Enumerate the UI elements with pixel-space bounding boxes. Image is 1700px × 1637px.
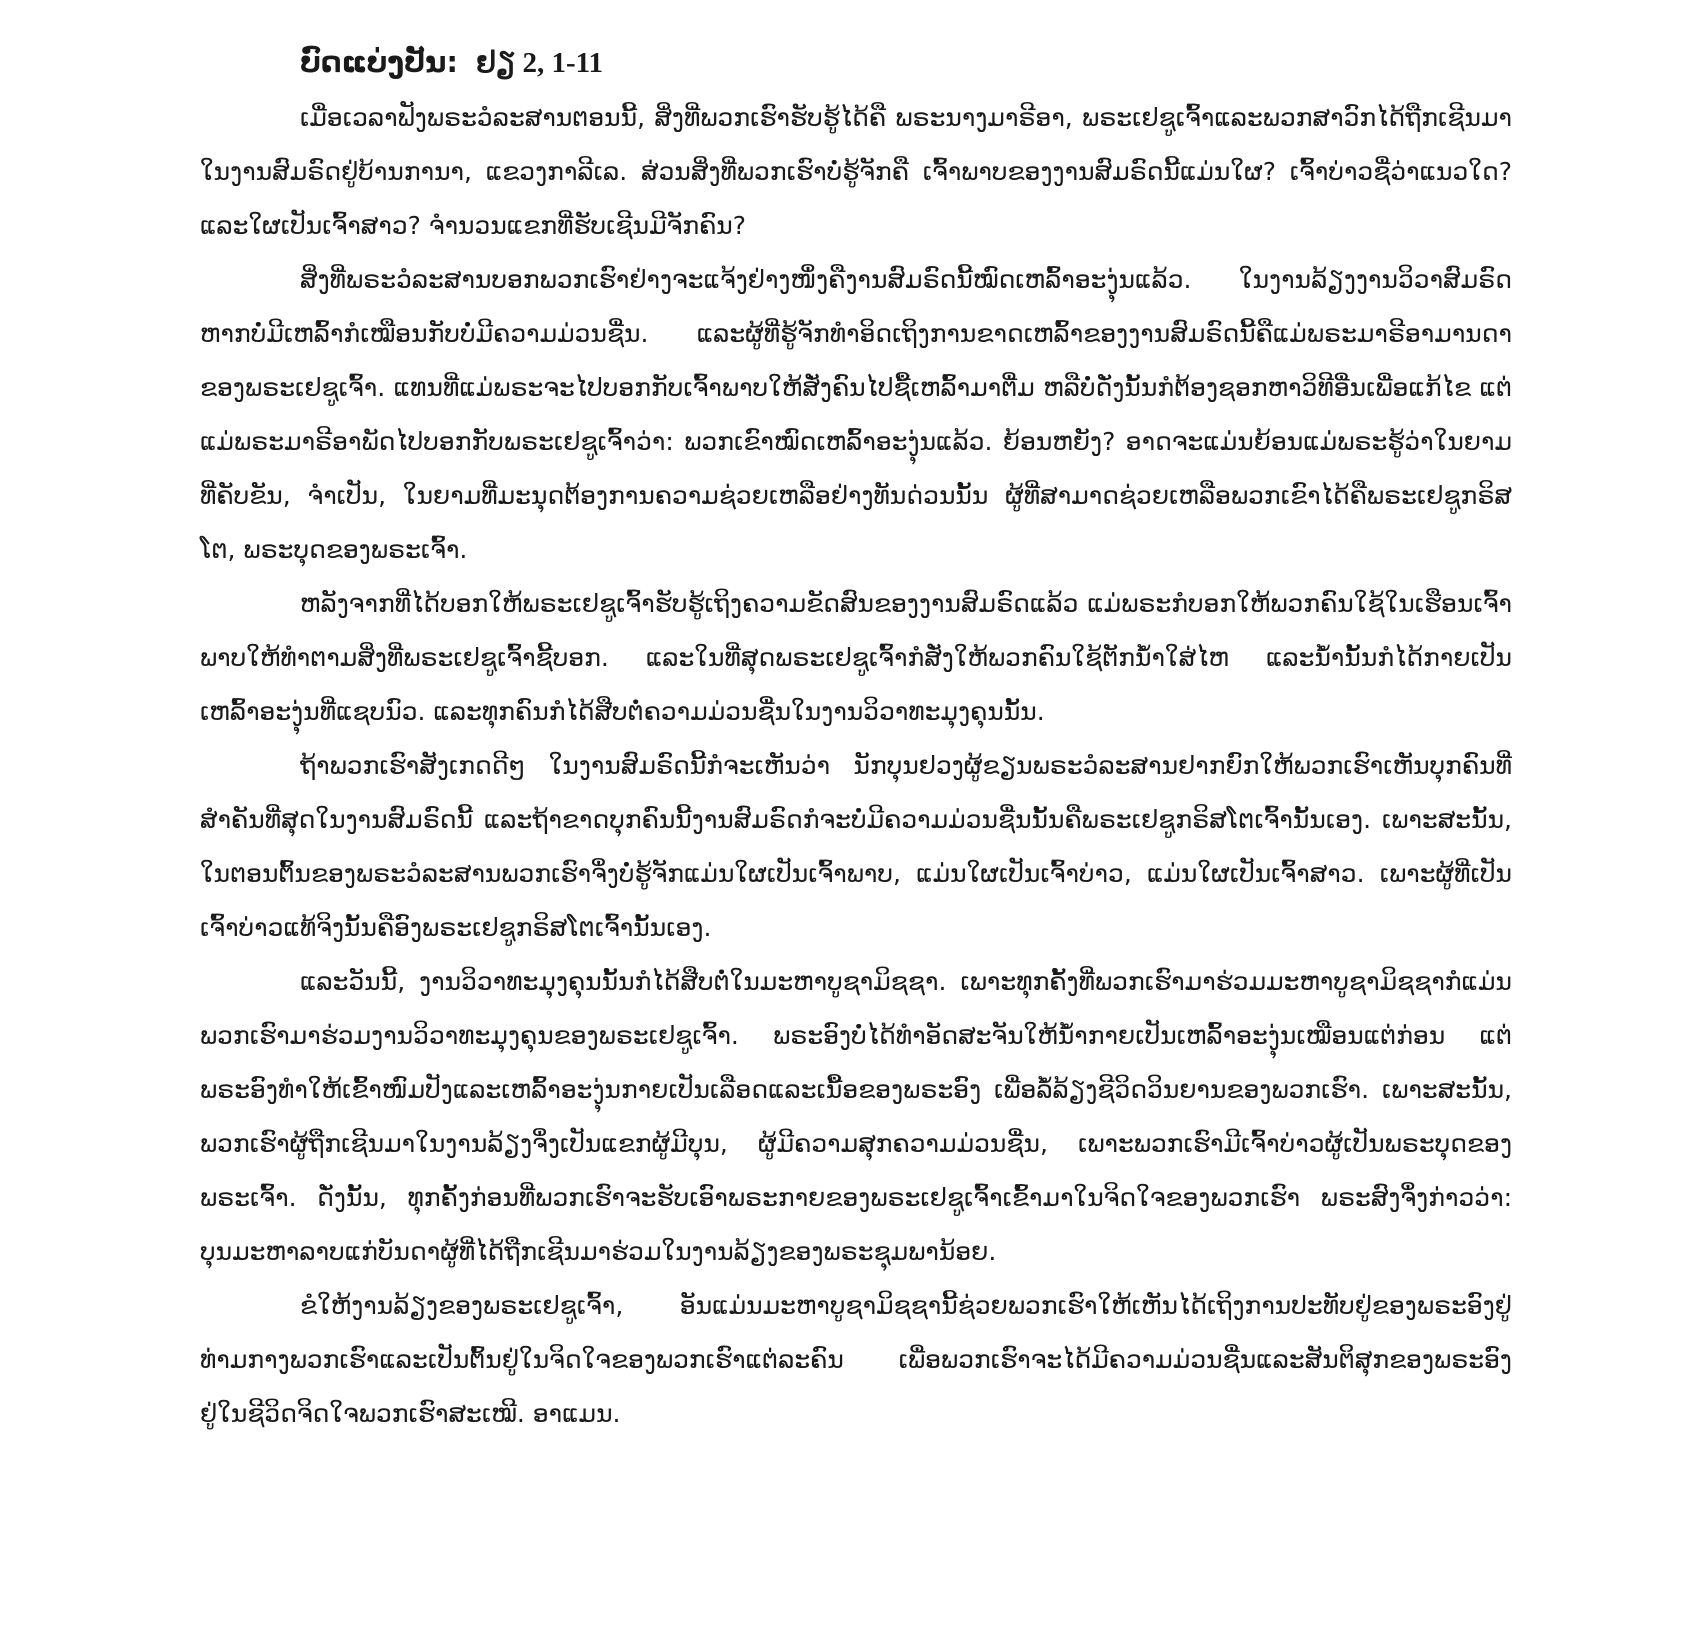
paragraph-1: ເມື່ອເວລາຟັງພຣະວໍລະສານຕອນນີ້, ສິ່ງທີ່ພວກເຮົາຮັບຮູ້ໄດ້ຄື ພຣະນາງມາຣີອາ, ພຣະເຢຊູເຈົ້າແລະພວກສາວົກໄດ້ຖືກເຊີນມາໃນງານສົມຣົດຢູ່ບ້ານການາ, ແຂວງກາລີເລ. ສ່ວນສິ່ງທີ່ພວກເຮົາບໍ່ຮູ້ຈັກຄື ເຈົ້າພາບຂອງງານສົມຣົດນີ້ແມ່ນໃຜ? ເຈົ້າບ່າວຊື່ວ່າແນວໃດ? ແລະໃຜເປັນເຈົ້າສາວ? ຈຳນວນແຂກທີ່ຮັບເຊີນມີຈັກຄົນ? [200,103,1512,240]
paragraph-2: ສິ່ງທີ່ພຣະວໍລະສານບອກພວກເຮົາຢ່າງຈະແຈ້ງຢ່າງໜຶ່ງຄືງານສົມຣົດນີ້ໝົດເຫລົ້າອະງຸ່ນແລ້ວ. ໃນງານລ້ຽງງານວິວາສົມຣົດຫາກບໍ່ມີເຫລົ້າກໍເໝືອນກັບບໍ່ມີຄວາມມ່ວນຊື່ນ. ແລະຜູ້ທີ່ຮູ້ຈັກທຳອິດເຖິງການຂາດເຫລົ້າຂອງງານສົມຣົດນີ້ຄືແມ່ພຣະມາຣີອາມານດາຂອງພຣະເຢຊູເຈົ້າ. ແທນທີ່ແມ່ພຣະຈະໄປບອກກັບເຈົ້າພາບໃຫ້ສັ່ງຄົນໄປຊື້ເຫລົ້າມາຕື່ມ ຫລືບໍ່ດັ່ງນັ້ນກໍຕ້ອງຊອກຫາວິທີອື່ນເພື່ອແກ້ໄຂ ແຕ່ແມ່ພຣະມາຣີອາພັດໄປບອກກັບພຣະເຢຊູເຈົ້າວ່າ: ພວກເຂົາໝົດເຫລົ້າອະງຸ່ນແລ້ວ. ຍ້ອນຫຍັງ? ອາດຈະແມ່ນຍ້ອນແມ່ພຣະຮູ້ວ່າໃນຍາມທີ່ຄັບຂັນ, ຈຳເປັນ, ໃນຍາມທີ່ມະນຸດຕ້ອງການຄວາມຊ່ວຍເຫລືອຢ່າງທັນດ່ວນນັ້ນ ຜູ້ທີ່ສາມາດຊ່ວຍເຫລືອພວກເຂົາໄດ້ຄືພຣະເຢຊູກຣິສໂຕ, ພຣະບຸດຂອງພຣະເຈົ້າ. [200,265,1512,564]
title-label: ບົດແບ່ງປັນ: [300,45,458,79]
document-page [200,40,1512,1441]
paragraph-4: ຖ້າພວກເຮົາສັງເກດດີໆ ໃນງານສົມຣົດນີ້ກໍຈະເຫັນວ່າ ນັກບຸນຢວງຜູ້ຂຽນພຣະວໍລະສານຢາກຍົກໃຫ້ພວກເຮົາເຫັນບຸກຄົນທີ່ສຳຄັນທີ່ສຸດໃນງານສົມຣົດນີ້ ແລະຖ້າຂາດບຸກຄົນນີ້ງານສົມຣົດກໍຈະບໍ່ມີຄວາມມ່ວນຊື່ນນັ້ນຄືພຣະເຢຊູກຣິສໂຕເຈົ້ານັ້ນເອງ. ເພາະສະນັ້ນ, ໃນຕອນຕົ້ນຂອງພຣະວໍລະສານພວກເຮົາຈຶ່ງບໍ່ຮູ້ຈັກແມ່ນໃຜເປັນເຈົ້າພາບ, ແມ່ນໃຜເປັນເຈົ້າບ່າວ, ແມ່ນໃຜເປັນເຈົ້າສາວ. ເພາະຜູ້ທີ່ເປັນເຈົ້າບ່າວແທ້ຈິງນັ້ນຄືອົງພຣະເຢຊູກຣິສໂຕເຈົ້ານັ້ນເອງ. [200,751,1512,942]
paragraph-6: ຂໍໃຫ້ງານລ້ຽງຂອງພຣະເຢຊູເຈົ້າ, ອັນແມ່ນມະຫາບູຊາມິຊຊານີ້ຊ່ວຍພວກເຮົາໃຫ້ເຫັນໄດ້ເຖິງການປະທັບຢູ່ຂອງພຣະອົງຢູ່ທ່າມກາງພວກເຮົາແລະເປັນຕົ້ນຢູ່ໃນຈິດໃຈຂອງພວກເຮົາແຕ່ລະຄົນ ເພື່ອພວກເຮົາຈະໄດ້ມີຄວາມມ່ວນຊື່ນແລະສັນຕິສຸກຂອງພຣະອົງຢູ່ໃນຊີວິດຈິດໃຈພວກເຮົາສະເໝີ. ອາແມນ. [200,1291,1512,1428]
scripture-reference: ຢຽ 2, 1-11 [476,47,604,79]
paragraph-3: ຫລັງຈາກທີ່ໄດ້ບອກໃຫ້ພຣະເຢຊູເຈົ້າຮັບຮູ້ເຖິງຄວາມຂັດສົນຂອງງານສົມຣົດແລ້ວ ແມ່ພຣະກໍບອກໃຫ້ພວກຄົນໃຊ້ໃນເຮືອນເຈົ້າພາບໃຫ້ທຳຕາມສິ່ງທີ່ພຣະເຢຊູເຈົ້າຊີ້ບອກ. ແລະໃນທີ່ສຸດພຣະເຢຊູເຈົ້າກໍສັ່ງໃຫ້ພວກຄົນໃຊ້ຕັກນ້ຳໃສ່ໄຫ ແລະນ້ຳນັ້ນກໍໄດ້ກາຍເປັນເຫລົ້າອະງຸ່ນທີ່ແຊບນົວ. ແລະທຸກຄົນກໍໄດ້ສືບຕໍ່ຄວາມມ່ວນຊື່ນໃນງານວິວາທະມຸງຄຸນນັ້ນ. [200,589,1512,726]
paragraph-5: ແລະວັນນີ້, ງານວິວາທະມຸງຄຸນນັ້ນກໍໄດ້ສືບຕໍ່ໃນມະຫາບູຊາມິຊຊາ. ເພາະທຸກຄັ້ງທີ່ພວກເຮົາມາຮ່ວມມະຫາບູຊາມິຊຊາກໍແມ່ນພວກເຮົາມາຮ່ວມງານວິວາທະມຸງຄຸນຂອງພຣະເຢຊູເຈົ້າ. ພຣະອົງບໍ່ໄດ້ທຳອັດສະຈັນໃຫ້ນ້ຳກາຍເປັນເຫລົ້າອະງຸ່ນເໝືອນແຕ່ກ່ອນ ແຕ່ພຣະອົງທຳໃຫ້ເຂົ້າໜົມປັງແລະເຫລົ້າອະງຸ່ນກາຍເປັນເລືອດແລະເນື້ອຂອງພຣະອົງ ເພື່ອລໍ້ລ້ຽງຊີວິດວິນຍານຂອງພວກເຮົາ. ເພາະສະນັ້ນ, ພວກເຮົາຜູ້ຖືກເຊີນມາໃນງານລ້ຽງຈຶ່ງເປັນແຂກຜູ້ມີບຸນ, ຜູ້ມີຄວາມສຸກຄວາມມ່ວນຊື່ນ, ເພາະພວກເຮົາມີເຈົ້າບ່າວຜູ້ເປັນພຣະບຸດຂອງພຣະເຈົ້າ. ດັ່ງນັ້ນ, ທຸກຄັ້ງກ່ອນທີ່ພວກເຮົາຈະຮັບເອົາພຣະກາຍຂອງພຣະເຢຊູເຈົ້າເຂົ້າມາໃນຈິດໃຈຂອງພວກເຮົາ ພຣະສົງຈຶ່ງກ່າວວ່າ: ບຸນມະຫາລາບແກ່ບັນດາຜູ້ທີ່ໄດ້ຖືກເຊີນມາຮ່ວມໃນງານລ້ຽງຂອງພຣະຊຸມພານ້ອຍ. [200,967,1512,1266]
document-title [300,40,1512,85]
